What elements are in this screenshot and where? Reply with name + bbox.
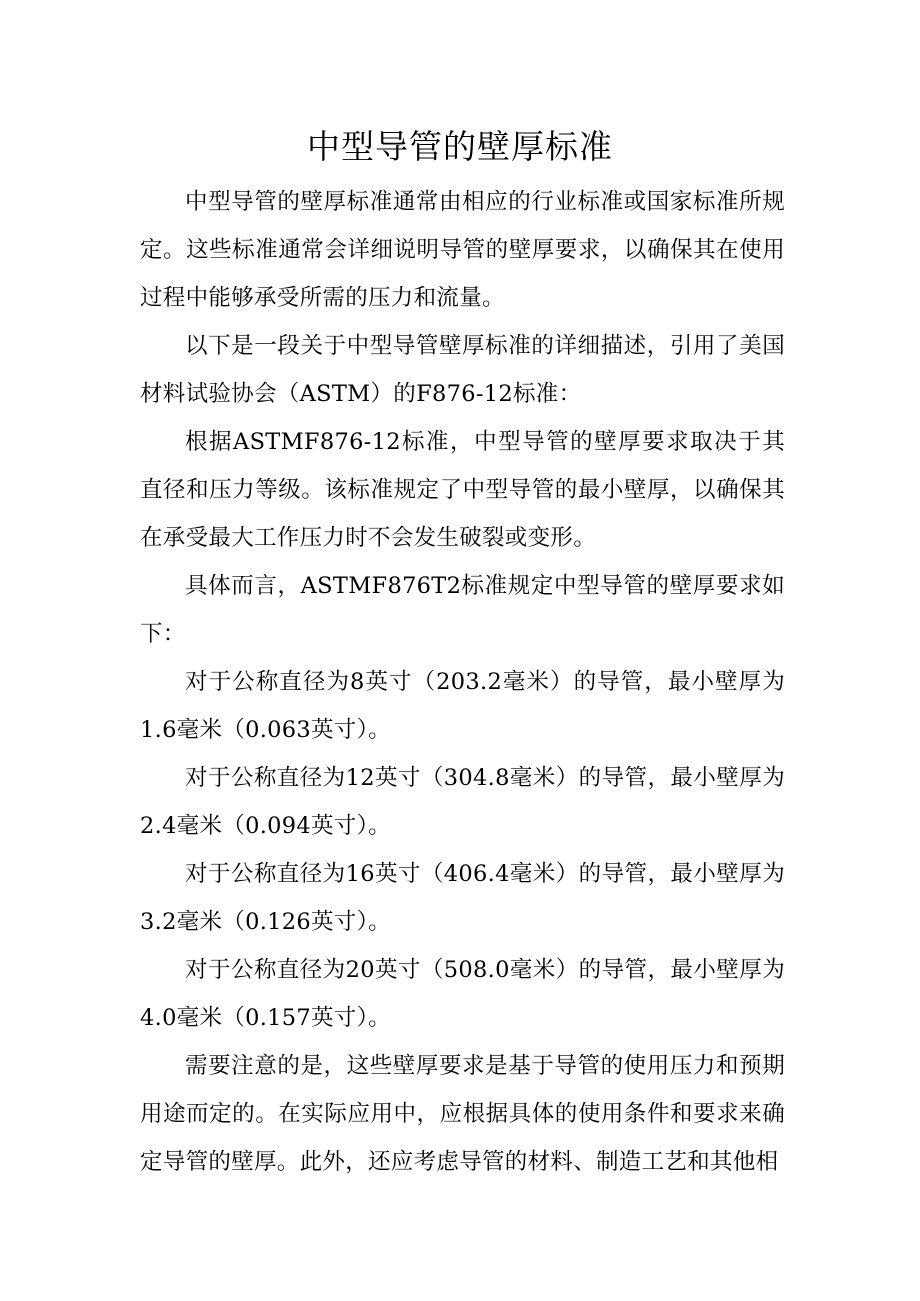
paragraph-16-inch: 对于公称直径为16英寸（406.4毫米）的导管，最小壁厚为3.2毫米（0.126英寸）。 — [140, 861, 785, 935]
document-title: 中型导管的壁厚标准 — [307, 127, 613, 166]
paragraph-20-inch: 对于公称直径为20英寸（508.0毫米）的导管，最小壁厚为4.0毫米（0.157英寸）。 — [140, 957, 785, 1031]
paragraph-standard-requirement: 根据ASTMF876-12标准，中型导管的壁厚要求取决于其直径和压力等级。该标准规定了中型导管的最小壁厚，以确保其在承受最大工作压力时不会发生破裂或变形。 — [140, 429, 785, 551]
paragraph-8-inch: 对于公称直径为8英寸（203.2毫米）的导管，最小壁厚为1.6毫米（0.063英寸）。 — [140, 669, 785, 743]
paragraph-notes: 需要注意的是，这些壁厚要求是基于导管的使用压力和预期用途而定的。在实际应用中，应根据具体的使用条件和要求来确定导管的壁厚。此外，还应考虑导管的材料、制造工艺和其他相 — [140, 1053, 785, 1175]
paragraph-specifics: 具体而言，ASTMF876T2标准规定中型导管的壁厚要求如下： — [140, 573, 785, 647]
document-body — [140, 178, 785, 1186]
paragraph-12-inch: 对于公称直径为12英寸（304.8毫米）的导管，最小壁厚为2.4毫米（0.094英寸）。 — [140, 765, 785, 839]
paragraph-intro: 中型导管的壁厚标准通常由相应的行业标准或国家标准所规定。这些标准通常会详细说明导管的壁厚要求，以确保其在使用过程中能够承受所需的压力和流量。 — [140, 189, 785, 311]
paragraph-astm-reference: 以下是一段关于中型导管壁厚标准的详细描述，引用了美国材料试验协会（ASTM）的F876-12标准： — [140, 333, 785, 407]
